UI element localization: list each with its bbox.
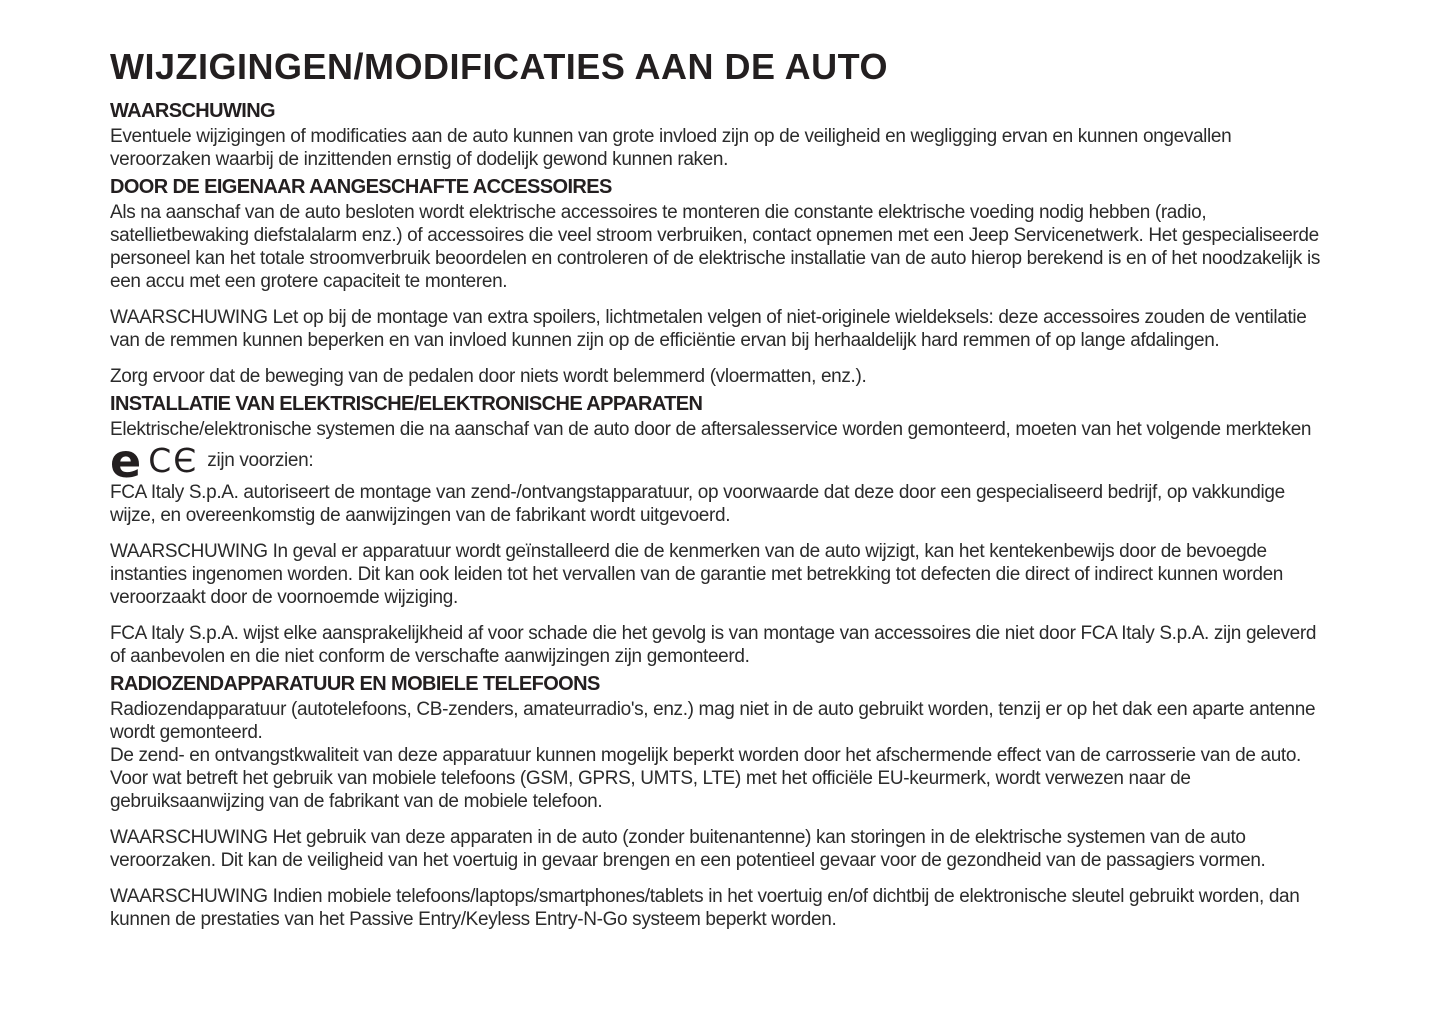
paragraph-spoilers-warning: WAARSCHUWING Let op bij de montage van extra spoilers, lichtmetalen velgen of niet-originele wieldeksels: deze accessoires zouden de ventilatie van de remmen kunnen beperken en van invloed kunnen zijn op de efficiëntie ervan bij herhaaldelijk hard remmen of op lange afdalingen. [110, 307, 1307, 351]
paragraph-reception-quality: De zend- en ontvangstkwaliteit van deze apparatuur kunnen mogelijk beperkt worden door het afschermende effect van de carrosserie van de auto. Voor wat betreft het gebruik van mobiele telefoons (GSM, GPRS, UMTS, LTE) met het officiële EU-keurmerk, wordt verwezen naar de gebruiksaanwijzing van de fabrikant van de mobiele telefoon. [110, 745, 1301, 812]
paragraph-aftersales-systems: Elektrische/elektronische systemen die na aanschaf van de auto door de aftersalesservice worden gemonteerd, moeten van het volgende merkteken [110, 419, 1312, 440]
marks-suffix-text: zijn voorzien: [207, 450, 314, 471]
section-heading-installatie: INSTALLATIE VAN ELEKTRISCHE/ELEKTRONISCHE APPARATEN [110, 393, 703, 415]
paragraph-radio-equipment: Radiozendapparatuur (autotelefoons, CB-zenders, amateurradio's, enz.) mag niet in de auto gebruikt worden, tenzij er op het dak een aparte antenne wordt gemonteerd. [110, 699, 1316, 743]
approval-marks-line [110, 434, 1330, 488]
e-type-approval-mark-icon: e [110, 434, 142, 488]
ce-mark-icon: CЄ [148, 441, 199, 480]
paragraph-modifications-warning: Eventuele wijzigingen of modificaties aan de auto kunnen van grote invloed zijn op de veiligheid en wegligging ervan en kunnen ongevallen veroorzaken waarbij de inzittenden ernstig of dodelijk gewond kunnen raken. [110, 126, 1232, 170]
section-heading-accessoires: DOOR DE EIGENAAR AANGESCHAFTE ACCESSOIRES [110, 176, 612, 198]
paragraph-fca-liability: FCA Italy S.p.A. wijst elke aansprakelijkheid af voor schade die het gevolg is van montage van accessoires die niet door FCA Italy S.p.A. zijn geleverd of aanbevolen en die niet conform de verschafte aanwijzingen zijn gemonteerd. [110, 623, 1317, 667]
paragraph-fca-authorises: FCA Italy S.p.A. autoriseert de montage van zend-/ontvangstapparatuur, op voorwaarde dat deze door een gespecialiseerd bedrijf, op vakkundige wijze, en overeenkomstig de aanwijzingen van de fabrikant wordt uitgevoerd. [110, 482, 1285, 526]
paragraph-electric-accessories: Als na aanschaf van de auto besloten wordt elektrische accessoires te monteren die constante elektrische voeding nodig hebben (radio, satellietbewaking diefstalalarm enz.) of accessoires die veel stroom verbruiken, contact opnemen met een Jeep Servicenetwerk. Het gespecialiseerde personeel kan het totale stroomverbruik beoordelen en controleren of de elektrische installatie van de auto hierop berekend is en of het noodzakelijk is een accu met een grotere capaciteit te monteren. [110, 202, 1321, 292]
page-title: WIJZIGINGEN/MODIFICATIES AAN DE AUTO [110, 46, 889, 87]
section-heading-waarschuwing: WAARSCHUWING [110, 100, 276, 122]
paragraph-registration-warning: WAARSCHUWING In geval er apparatuur wordt geïnstalleerd die de kenmerken van de auto wijzigt, kan het kentekenbewijs door de bevoegde instanties ingenomen worden. Dit kan ook leiden tot het vervallen van de garantie met betrekking tot defecten die direct of indirect kunnen worden veroorzaakt door de voornoemde wijziging. [110, 541, 1284, 608]
paragraph-pedals-note: Zorg ervoor dat de beweging van de pedalen door niets wordt belemmerd (vloermatten, enz.). [110, 366, 867, 387]
paragraph-interference-warning: WAARSCHUWING Het gebruik van deze apparaten in de auto (zonder buitenantenne) kan storingen in de elektrische systemen van de auto veroorzaken. Dit kan de veiligheid van het voertuig in gevaar brengen en een potentieel gevaar voor de gezondheid van de passagiers vormen. [110, 827, 1266, 871]
section-heading-radiozendapparatuur: RADIOZENDAPPARATUUR EN MOBIELE TELEFOONS [110, 673, 600, 695]
paragraph-keyless-warning: WAARSCHUWING Indien mobiele telefoons/laptops/smartphones/tablets in het voertuig en/of dichtbij de elektronische sleutel gebruikt worden, dan kunnen de prestaties van het Passive Entry/Keyless Entry-N-Go systeem beperkt worden. [110, 886, 1300, 930]
